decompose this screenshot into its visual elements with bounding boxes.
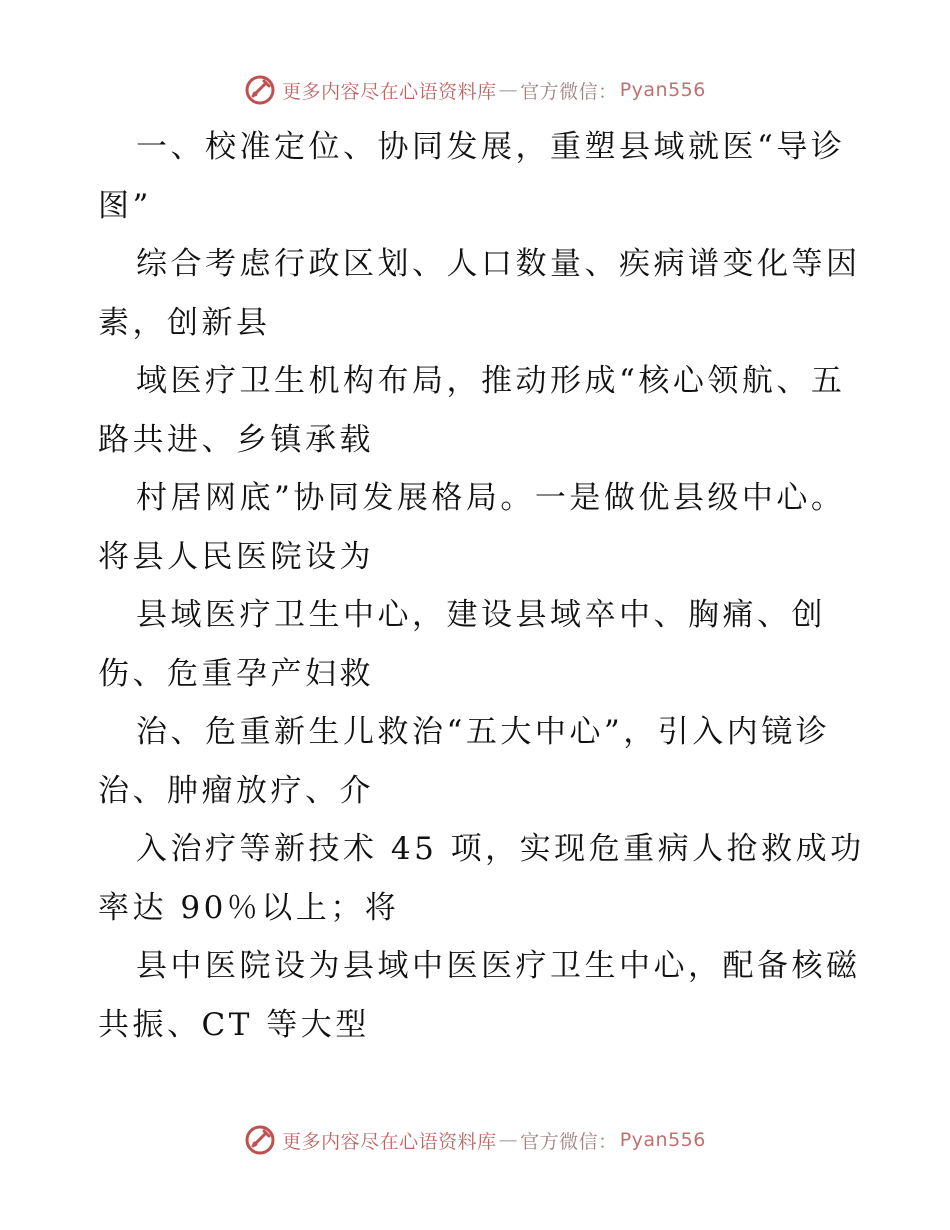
text-line: 将县人民医院设为 (98, 538, 374, 575)
text-line: 入治疗等新技术 45 项，实现危重病人抢救成功 (136, 831, 865, 867)
text-line: 一、校准定位、协同发展，重塑县域就医“导诊 (136, 129, 846, 165)
logo-icon (244, 74, 276, 106)
text-line: 伤、危重孕产妇救 (98, 655, 374, 692)
watermark-dash: — (498, 79, 519, 101)
watermark-wechat-id: Pyan556 (619, 79, 706, 101)
text-line: 县域医疗卫生中心，建设县域卒中、胸痛、创 (136, 597, 826, 633)
text-line: 县中医院设为县域中医医疗卫生中心，配备核磁 (136, 948, 861, 984)
text-line: 治、肿瘤放疗、介 (98, 772, 374, 809)
text-line: 路共进、乡镇承载 (98, 421, 374, 458)
header-watermark (0, 70, 950, 110)
footer-watermark (0, 1120, 950, 1160)
text-line: 综合考虑行政区划、人口数量、疾病谱变化等因 (136, 246, 861, 282)
watermark-text: 更多内容尽在心语资料库 (282, 80, 497, 103)
text-line: 域医疗卫生机构布局，推动形成“核心领航、五 (136, 363, 846, 399)
watermark-wechat-label: 官方微信： (520, 80, 618, 103)
watermark-wechat-id: Pyan556 (619, 1129, 706, 1151)
text-line: 村居网底”协同发展格局。一是做优县级中心。 (136, 480, 846, 516)
watermark-wechat-label: 官方微信： (520, 1130, 618, 1153)
text-line: 共振、CT 等大型 (98, 1006, 370, 1043)
document-body (98, 118, 865, 1054)
text-line: 素，创新县 (98, 304, 271, 341)
text-line: 率达 90％以上；将 (98, 889, 400, 926)
watermark-text: 更多内容尽在心语资料库 (282, 1130, 497, 1153)
logo-icon (244, 1124, 276, 1156)
watermark-dash: — (498, 1129, 519, 1151)
text-line: 治、危重新生儿救治“五大中心”，引入内镜诊 (136, 714, 831, 750)
text-line: 图” (98, 187, 152, 224)
